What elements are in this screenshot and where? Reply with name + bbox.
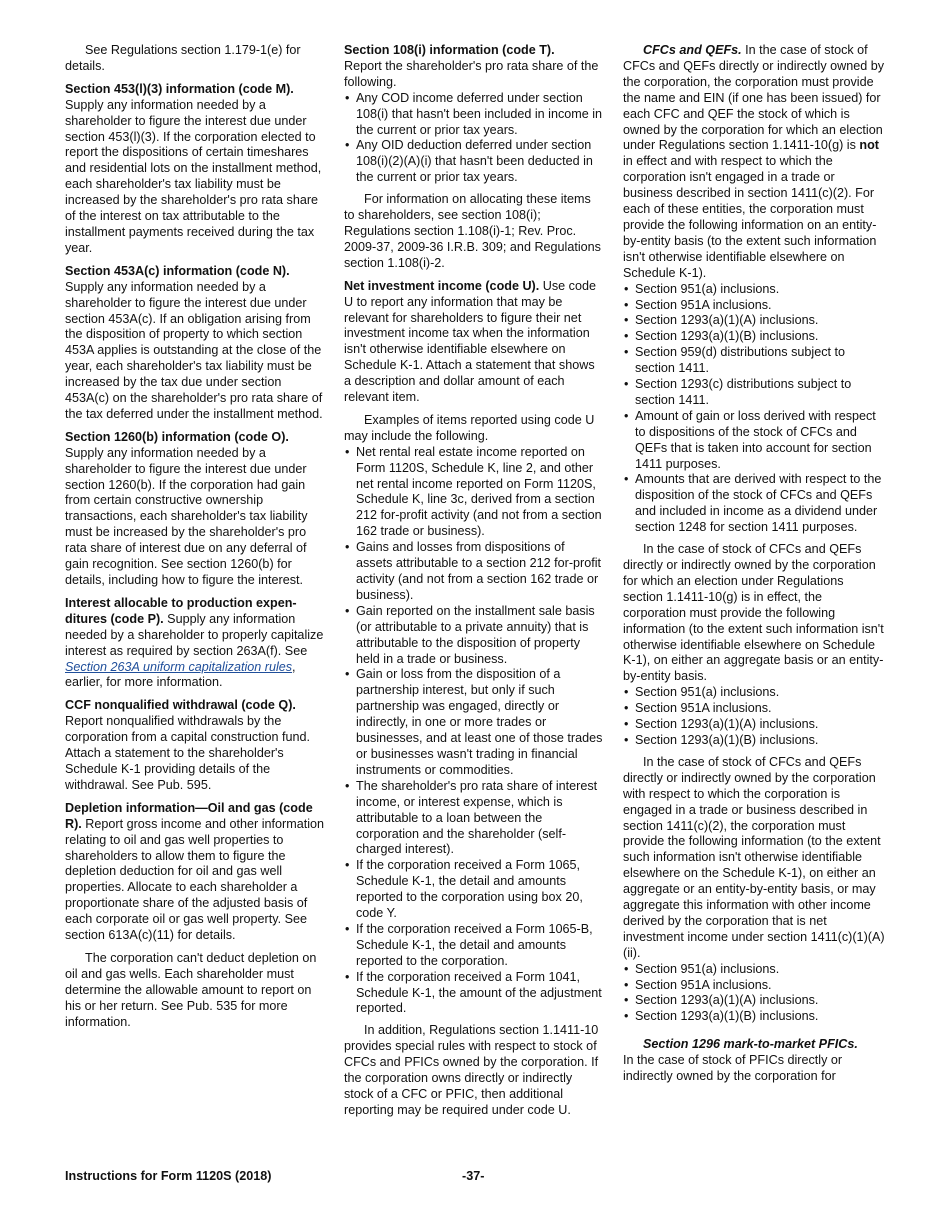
list-item: • Gain or loss from the disposition of a partnership interest, but only if such partnership was engaged, directly or indirectly, in one or more trades or businesses, and at least one of those trades or businesses wasn't trading in financial instruments or commodities. xyxy=(344,667,604,778)
body-cfcs-qefs-tail: in effect and with respect to which the corporation isn't engaged in a trade or business described in section 1411(c)(2). For each of these entities, the corporation must provide the following information on an entity-by-entity basis (to the extent such information isn't otherwise identifiable elsewhere on Schedule K-1). xyxy=(623,154,877,280)
section-r xyxy=(65,801,328,944)
list-item: • Section 1293(a)(1)(B) inclusions. xyxy=(623,329,885,345)
heading-code-r: Depletion information—Oil and gas (code R). xyxy=(65,800,313,831)
list-item: • Net rental real estate income reported on Form 1120S, Schedule K, line 2, and other net rental income reported on Form 1120S, Schedule K, line 3c, derived from a section 212 for-profit activity (and not from a section 162 trade or business). xyxy=(344,445,604,540)
paragraph: See Regulations section 1.179-1(e) for details. xyxy=(65,43,301,73)
list-item: • The shareholder's pro rata share of interest income, or interest expense, which is attributable to a loan between the corporation and the shareholder (self-charged interest). xyxy=(344,779,604,859)
bullet-list-3 xyxy=(623,962,885,1026)
body-code-t: Report the shareholder's pro rata share of the following. xyxy=(344,58,599,89)
heading-1296-pfics: Section 1296 mark-to-market PFICs. xyxy=(643,1037,858,1052)
section-t xyxy=(344,43,604,91)
list-item: • Section 951(a) inclusions. xyxy=(623,962,885,978)
section-1296 xyxy=(623,1037,885,1085)
paragraph: In addition, Regulations section 1.1411-10 provides special rules with respect to stock of CFCs and PFICs owned by the corporation. If the corporation owns directly or indirectly stock of a CFC or PFIC, then additional reporting may be required under code U. xyxy=(344,1023,599,1117)
list-item: • Section 1293(c) distributions subject to section 1411. xyxy=(623,377,885,409)
heading-code-o: Section 1260(b) information (code O). xyxy=(65,429,289,444)
list-item: • Section 951A inclusions. xyxy=(623,978,885,994)
section-o xyxy=(65,430,328,589)
body-code-r: Report gross income and other information relating to oil and gas well properties to shareholders to allow them to figure the depletion deduction for oil and gas well properties. Allocate to each shareholder a proportionate share of the adjusted basis of each corporate oil or gas well property. See section 613A(c)(11) for details. xyxy=(65,816,324,943)
list-item: • Amount of gain or loss derived with respect to dispositions of the stock of CFCs and QEFs that is taken into account for section 1411 purposes. xyxy=(623,409,885,473)
list-item: • Section 959(d) distributions subject to section 1411. xyxy=(623,345,885,377)
bullet-list-2 xyxy=(623,685,885,749)
emphasis-not: not xyxy=(859,138,879,153)
body-code-u: Use code U to report any information that may be relevant for shareholders to figure their net investment income tax when the information isn't otherwise identifiable elsewhere on Schedule K-1. Attach a statement that shows a description and dollar amount of each relevant item. xyxy=(344,278,596,405)
link-263a-rules[interactable]: Section 263A uniform capitalization rules xyxy=(65,659,293,674)
bullet-list-t xyxy=(344,91,604,186)
paragraph: The corporation can't deduct depletion on oil and gas wells. Each shareholder must determine the allowable amount to report on his or her return. See Pub. 535 for more information. xyxy=(65,950,317,1029)
body-code-q: Report nonqualified withdrawals by the corporation from a capital construction fund. Attach a statement to the shareholder's Schedule K-1 providing details of the withdrawal. See Pub. 595. xyxy=(65,714,311,792)
list-item: • Section 1293(a)(1)(A) inclusions. xyxy=(623,313,885,329)
list-item: • Any COD income deferred under section 108(i) that hasn't been included in income in the current or prior tax years. xyxy=(344,91,604,139)
section-m xyxy=(65,82,328,257)
list-item: • Gain reported on the installment sale basis (or attributable to a private annuity) that is attributable to the disposition of property held in a trade or business. xyxy=(344,604,604,668)
paragraph: In the case of stock of CFCs and QEFs directly or indirectly owned by the corporation with respect to which the corporation is engaged in a trade or business described in section 1411(c)(2), the corporation must provide the following information (to the extent such information isn't otherwise identifiable elsewhere on the Schedule K-1), on either an aggregate or an entity-by-entity basis, or may aggregate this information with other income derived by the corporation that is net investment income under section 1411(c)(1)(A)(ii). xyxy=(623,754,885,960)
body-code-m: Supply any information needed by a shareholder to figure the interest due under section 453(l)(3). If the corporation elected to report the dispositions of certain timeshares and residential lots on the installment method, each shareholder's tax liability must be increased by the shareholder's pro rata share of the interest on tax attributable to the installment payments received during the tax year. xyxy=(65,97,322,255)
list-item: • Section 951A inclusions. xyxy=(623,298,885,314)
heading-code-q: CCF nonqualified withdrawal (code Q). xyxy=(65,698,296,713)
list-item: • Section 951A inclusions. xyxy=(623,701,885,717)
body-code-p: Supply any information needed by a shareholder to properly capitalize interest as required by section 263A(f). See xyxy=(65,611,324,658)
list-item: • Section 951(a) inclusions. xyxy=(623,685,885,701)
paragraph: In the case of stock of CFCs and QEFs directly or indirectly owned by the corporation for which an election under Regulations section 1.1411-10(g) is in effect, the corporation must provide the following information (to the extent such information isn't otherwise identifiable elsewhere on Schedule K-1), on either an aggregate basis or an entity-by-entity basis. xyxy=(623,542,884,684)
page-footer xyxy=(65,1169,885,1183)
list-item: • Amounts that are derived with respect to the disposition of the stock of CFCs and QEFs and included in income as a dividend under section 1248 for section 1411 purposes. xyxy=(623,472,885,536)
list-item: • Section 951(a) inclusions. xyxy=(623,282,885,298)
heading-cfcs-qefs: CFCs and QEFs. xyxy=(643,43,742,57)
section-n xyxy=(65,264,328,423)
body-code-n: Supply any information needed by a shareholder to figure the interest due under section 453A(c). If an obligation arising from the disposition of property to which section 453A applies is outstanding at the close of the year, each shareholder's tax liability must be increased by the tax due under section 453A(c) on the shareholder's pro rata share of the tax deferred under the installment method. xyxy=(65,279,323,421)
list-item: • If the corporation received a Form 1065-B, Schedule K-1, the detail and amounts reported to the corporation. xyxy=(344,922,604,970)
section-q xyxy=(65,698,328,793)
heading-code-p: Interest allocable to production expen-ditures (code P). xyxy=(65,595,297,626)
column-middle xyxy=(344,43,604,1126)
column-right xyxy=(623,43,885,1092)
footer-title: Instructions for Form 1120S (2018) xyxy=(65,1169,272,1183)
bullet-list-u xyxy=(344,445,604,1018)
body-cfcs-qefs: In the case of stock of CFCs and QEFs directly or indirectly owned by the corporation, the corporation must provide the name and EIN (if one has been issued) for each CFC and QEF the stock of which is owned by the corporation for which an election under Regulations section 1.1411-10(g) is xyxy=(623,43,885,153)
list-item: • Section 1293(a)(1)(B) inclusions. xyxy=(623,1009,885,1025)
list-item: • If the corporation received a Form 1065, Schedule K-1, the detail and amounts reported to the corporation using box 20, code Y. xyxy=(344,858,604,922)
section-p xyxy=(65,596,328,691)
page-number: -37- xyxy=(462,1169,485,1183)
heading-code-t: Section 108(i) information (code T). xyxy=(344,43,555,57)
list-item: • If the corporation received a Form 1041, Schedule K-1, the amount of the adjustment reported. xyxy=(344,970,604,1018)
paragraph: Examples of items reported using code U may include the following. xyxy=(344,412,595,443)
heading-code-n: Section 453A(c) information (code N). xyxy=(65,263,290,278)
list-item: • Any OID deduction deferred under section 108(i)(2)(A)(i) that hasn't been deducted in the current or prior tax years. xyxy=(344,138,604,186)
section-cfc-qef xyxy=(623,43,885,282)
column-left xyxy=(65,43,328,1037)
bullet-list-1 xyxy=(623,282,885,537)
body-code-o: Supply any information needed by a shareholder to figure the interest due under section 1260(b). If the corporation had gain from certain constructive ownership transactions, each shareholder's tax liability must be increased by the shareholder's pro rata share of interest due on any deferral of gain recognition. See section 1260(b) for details, including how to figure the interest. xyxy=(65,445,308,587)
body-code-p-tail: , earlier, for more information. xyxy=(65,659,296,690)
list-item: • Section 1293(a)(1)(B) inclusions. xyxy=(623,733,885,749)
heading-code-u: Net investment income (code U). xyxy=(344,278,540,293)
section-u xyxy=(344,279,604,406)
list-item: • Section 1293(a)(1)(A) inclusions. xyxy=(623,717,885,733)
paragraph: For information on allocating these items to shareholders, see section 108(i); Regulations section 1.108(i)-1; Rev. Proc. 2009-37, 2009-36 I.R.B. 309; and Regulations section 1.108(i)-2. xyxy=(344,192,601,270)
heading-code-m: Section 453(l)(3) information (code M). xyxy=(65,81,294,96)
list-item: • Gains and losses from dispositions of assets attributable to a section 212 for-profit activity (and not from a section 162 trade or business). xyxy=(344,540,604,604)
body-1296-pfics: In the case of stock of PFICs directly or indirectly owned by the corporation for xyxy=(623,1053,843,1084)
list-item: • Section 1293(a)(1)(A) inclusions. xyxy=(623,993,885,1009)
